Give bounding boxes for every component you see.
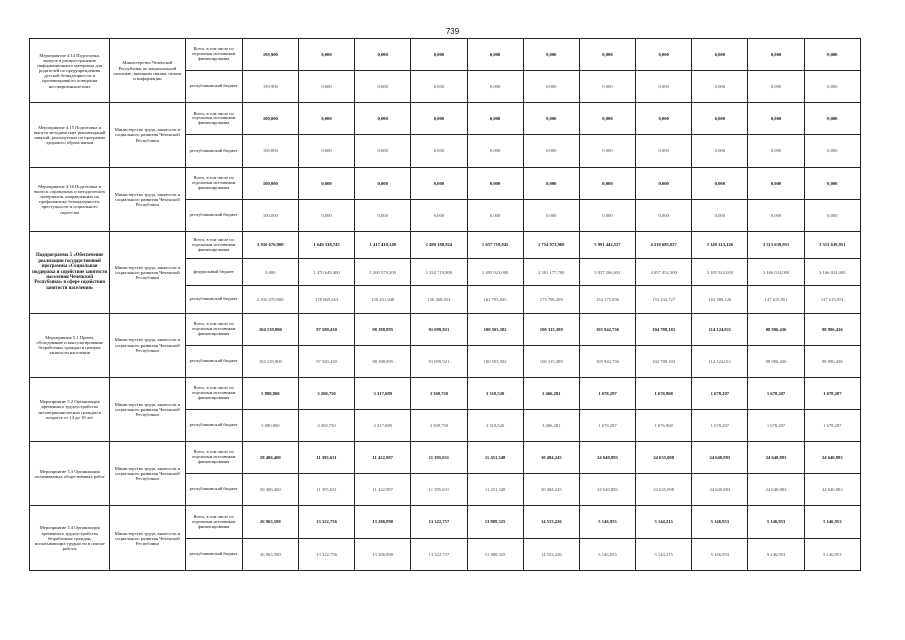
amount-cell: 199,900 <box>242 71 298 103</box>
amount-cell: 0,000 <box>692 71 748 103</box>
amount-cell: 0,000 <box>804 199 860 231</box>
table-row <box>30 231 861 258</box>
funding-source-cell: республиканский бюджет <box>185 135 242 167</box>
amount-cell: 13 888,325 <box>467 506 523 538</box>
amount-cell: 26 965,500 <box>242 506 298 538</box>
amount-cell: 5 146,953 <box>692 538 748 570</box>
amount-cell: 3 269,750 <box>298 410 354 442</box>
amount-cell: 3 313 639,951 <box>748 231 804 258</box>
executor-cell: Министерство труда, занятости и социального развития Чеченской Республики <box>110 103 185 167</box>
amount-cell: 98 188,895 <box>355 313 411 345</box>
amount-cell: 104 788,183 <box>636 313 692 345</box>
amount-cell: 97 580,430 <box>298 345 354 377</box>
amount-cell: 100 503,582 <box>467 313 523 345</box>
amount-cell: 11 395,631 <box>411 442 467 474</box>
amount-cell: 0,000 <box>579 135 635 167</box>
amount-cell: 11 451,348 <box>467 474 523 506</box>
funding-source-cell: Всего, в том числе по отдельным источникам финансирования <box>185 313 242 345</box>
amount-cell: 0,000 <box>523 135 579 167</box>
measure-name-cell: Мероприятие 5.3 Организация оплачиваемых общественных работ <box>30 442 110 506</box>
amount-cell: 4 210 685,027 <box>636 231 692 258</box>
amount-cell: 4 057 452,300 <box>636 259 692 286</box>
amount-cell: 24 640,883 <box>748 474 804 506</box>
amount-cell: 24 640,883 <box>579 442 635 474</box>
amount-cell: 0,000 <box>748 135 804 167</box>
measure-name-cell: Мероприятие 4.15 Подготовка и выпуск методических рекомендаций занятий, реализуемых по программе здорового образа жизни <box>30 103 110 167</box>
amount-cell: 1 678,207 <box>748 377 804 409</box>
amount-cell: 13 888,325 <box>467 538 523 570</box>
amount-cell: 3 166 024,000 <box>748 259 804 286</box>
amount-cell: 105 942,736 <box>579 313 635 345</box>
executor-cell: Министерство труда, занятости и социального развития Чеченской Республики <box>110 442 185 506</box>
amount-cell: 0,000 <box>467 199 523 231</box>
amount-cell: 1 678,207 <box>804 410 860 442</box>
amount-cell: 24 640,883 <box>692 474 748 506</box>
amount-cell: 13 322,756 <box>298 538 354 570</box>
amount-cell: 0,000 <box>411 199 467 231</box>
amount-cell: 5 144,215 <box>636 506 692 538</box>
table-row <box>30 313 861 345</box>
amount-cell: 3 466,281 <box>523 377 579 409</box>
amount-cell: 1 489 188,924 <box>411 231 467 258</box>
funding-source-cell: республиканский бюджет <box>185 410 242 442</box>
amount-cell: 5 146,953 <box>579 538 635 570</box>
amount-cell: 0,000 <box>298 167 354 199</box>
amount-cell: 100 503,582 <box>467 345 523 377</box>
amount-cell: 0,000 <box>692 199 748 231</box>
amount-cell: 26 965,500 <box>242 538 298 570</box>
amount-cell: 24 640,883 <box>579 474 635 506</box>
amount-cell: 0,000 <box>579 103 635 135</box>
amount-cell: 0,000 <box>804 71 860 103</box>
table-row <box>30 377 861 409</box>
amount-cell: 0,000 <box>636 103 692 135</box>
funding-source-cell: Всего, в том числе по отдельным источникам финансирования <box>185 103 242 135</box>
amount-cell: 0,000 <box>467 167 523 199</box>
amount-cell: 11 395,631 <box>298 442 354 474</box>
amount-cell: 114 124,011 <box>692 313 748 345</box>
funding-source-cell: Всего, в том числе по отдельным источникам финансирования <box>185 377 242 409</box>
measure-name-cell: Мероприятие 5.4 Организация временного трудоустройства безработных граждан, испытывающих трудности в поиске работы <box>30 506 110 571</box>
amount-cell: 0,000 <box>804 167 860 199</box>
amount-cell: 0,000 <box>523 103 579 135</box>
page-number: 739 <box>445 27 460 36</box>
executor-cell: Министерство труда, занятости и социального развития Чеченской Республики <box>110 313 185 377</box>
amount-cell: 153 232,727 <box>636 286 692 313</box>
amount-cell: 11 395,631 <box>411 474 467 506</box>
amount-cell: 0,000 <box>467 135 523 167</box>
amount-cell: 2 916 676,900 <box>242 231 298 258</box>
amount-cell: 104 139,800 <box>242 345 298 377</box>
amount-cell: 58 406,400 <box>242 474 298 506</box>
amount-cell: 0,000 <box>748 199 804 231</box>
funding-source-cell: Всего, в том числе по отдельным источникам финансирования <box>185 442 242 474</box>
amount-cell: 156 468,854 <box>411 286 467 313</box>
amount-cell: 1 649 318,743 <box>298 231 354 258</box>
amount-cell: 154 175,836 <box>579 286 635 313</box>
amount-cell: 5 144,215 <box>636 538 692 570</box>
amount-cell: 0,000 <box>523 199 579 231</box>
amount-cell: 14 553,226 <box>523 506 579 538</box>
amount-cell: 1 678,207 <box>748 410 804 442</box>
amount-cell: 3 269,750 <box>298 377 354 409</box>
amount-cell: 173 796,269 <box>523 286 579 313</box>
amount-cell: 3 185 924,000 <box>692 259 748 286</box>
amount-cell: 13 286,890 <box>355 538 411 570</box>
funding-source-cell: Всего, в том числе по отдельным источникам финансирования <box>185 506 242 538</box>
amount-cell: 147 615,951 <box>804 286 860 313</box>
table-row <box>30 442 861 474</box>
amount-cell: 0,000 <box>298 199 354 231</box>
amount-cell: 1 260 979,200 <box>355 259 411 286</box>
amount-cell: 1 495 923,000 <box>467 259 523 286</box>
amount-cell: 100,000 <box>242 199 298 231</box>
amount-cell: 0,000 <box>636 135 692 167</box>
amount-cell: 0,000 <box>298 39 354 71</box>
amount-cell: 5 146,953 <box>579 506 635 538</box>
amount-cell: 0,000 <box>355 199 411 231</box>
amount-cell: 0,000 <box>355 71 411 103</box>
amount-cell: 199,900 <box>242 39 298 71</box>
funding-source-cell: федеральный бюджет <box>185 259 242 286</box>
amount-cell: 0,000 <box>692 103 748 135</box>
amount-cell: 98 188,895 <box>355 345 411 377</box>
amount-cell: 3 317,689 <box>355 377 411 409</box>
amount-cell: 24 635,098 <box>636 442 692 474</box>
executor-cell: Министерство труда, занятости и социального развития Чеченской Республики <box>110 231 185 313</box>
table-row <box>30 167 861 199</box>
table-row <box>30 103 861 135</box>
amount-cell: 1 678,207 <box>692 410 748 442</box>
amount-cell: 0,000 <box>748 39 804 71</box>
amount-cell: 0,000 <box>804 39 860 71</box>
amount-cell: 98 996,436 <box>748 313 804 345</box>
amount-cell: 161 795,945 <box>467 286 523 313</box>
amount-cell: 1 417 410,148 <box>355 231 411 258</box>
amount-cell: 98 996,436 <box>804 345 860 377</box>
amount-cell: 0,000 <box>411 103 467 135</box>
amount-cell: 5 837 266,691 <box>579 259 635 286</box>
amount-cell: 0,000 <box>636 71 692 103</box>
amount-cell: 0,000 <box>298 103 354 135</box>
amount-cell: 100,000 <box>242 135 298 167</box>
amount-cell: 1 678,297 <box>579 410 635 442</box>
amount-cell: 114 124,011 <box>692 345 748 377</box>
funding-source-cell: Всего, в том числе по отдельным источникам финансирования <box>185 167 242 199</box>
executor-cell: Министерство труда, занятости и социального развития Чеченской Республики <box>110 506 185 571</box>
amount-cell: 0,000 <box>692 167 748 199</box>
amount-cell: 3 466,281 <box>523 410 579 442</box>
amount-cell: 5 146,953 <box>748 506 804 538</box>
amount-cell: 30 484,245 <box>523 474 579 506</box>
amount-cell: 5 880,800 <box>242 377 298 409</box>
amount-cell: 11 451,348 <box>467 442 523 474</box>
amount-cell: 0,000 <box>523 167 579 199</box>
amount-cell: 0,000 <box>636 39 692 71</box>
amount-cell: 0,000 <box>523 39 579 71</box>
amount-cell: 105 942,736 <box>579 345 635 377</box>
amount-cell: 0,000 <box>692 135 748 167</box>
amount-cell: 0,000 <box>748 167 804 199</box>
amount-cell: 0,000 <box>579 39 635 71</box>
amount-cell: 156 431,948 <box>355 286 411 313</box>
amount-cell: 24 640,883 <box>748 442 804 474</box>
amount-cell: 24 635,098 <box>636 474 692 506</box>
funding-source-cell: республиканский бюджет <box>185 538 242 570</box>
funding-source-cell: Всего, в том числе по отдельным источникам финансирования <box>185 39 242 71</box>
amount-cell: 104 139,800 <box>242 313 298 345</box>
funding-source-cell: республиканский бюджет <box>185 474 242 506</box>
amount-cell: 3 369,750 <box>411 410 467 442</box>
amount-cell: 0,000 <box>467 71 523 103</box>
amount-cell: 2 916 676,900 <box>242 286 298 313</box>
amount-cell: 0,000 <box>411 167 467 199</box>
amount-cell: 1 678,297 <box>579 377 635 409</box>
amount-cell: 2 754 973,969 <box>523 231 579 258</box>
executor-cell: Министерство труда, занятости и социального развития Чеченской Республики <box>110 377 185 441</box>
amount-cell: 0,000 <box>579 199 635 231</box>
funding-source-cell: республиканский бюджет <box>185 199 242 231</box>
amount-cell: 14 553,226 <box>523 538 579 570</box>
amount-cell: 0,000 <box>523 71 579 103</box>
measure-name-cell: Подпрограмма 5 «Обеспечение реализации государственной программы «Социальная поддержка и содействие занятости населения Чеченской Республики» в сфере содействия занятости населения» <box>30 231 110 313</box>
measure-name-cell: Мероприятие 5.1 Прием, обследование и консультирование безработных граждан в центрах занятости населения <box>30 313 110 377</box>
amount-cell: 30 484,245 <box>523 442 579 474</box>
amount-cell: 0,000 <box>411 39 467 71</box>
amount-cell: 0,000 <box>579 71 635 103</box>
amount-cell: 5 146,953 <box>804 506 860 538</box>
amount-cell: 0,000 <box>748 71 804 103</box>
funding-source-cell: республиканский бюджет <box>185 71 242 103</box>
amount-cell: 97 580,430 <box>298 313 354 345</box>
amount-cell: 0,000 <box>804 135 860 167</box>
amount-cell: 11 422,987 <box>355 442 411 474</box>
amount-cell: 98 996,436 <box>804 313 860 345</box>
amount-cell: 0,000 <box>411 71 467 103</box>
amount-cell: 3 369,750 <box>411 377 467 409</box>
amount-cell: 100,000 <box>242 167 298 199</box>
amount-cell: 3 317,689 <box>355 410 411 442</box>
amount-cell: 0,000 <box>636 167 692 199</box>
amount-cell: 147 615,951 <box>748 286 804 313</box>
measure-name-cell: Мероприятие 4.16 Подготовка и выпуск справочных и методических материалов, направленных на профилактику безнадзорности, преступности и социального сиротства <box>30 167 110 231</box>
amount-cell: 58 406,400 <box>242 442 298 474</box>
amount-cell: 3 166 024,000 <box>804 259 860 286</box>
amount-cell: 3 318,520 <box>467 377 523 409</box>
amount-cell: 1 676,968 <box>636 410 692 442</box>
amount-cell: 13 286,890 <box>355 506 411 538</box>
table-row <box>30 39 861 71</box>
amount-cell: 0,000 <box>355 167 411 199</box>
amount-cell: 0,000 <box>355 39 411 71</box>
amount-cell: 3 349 313,126 <box>692 231 748 258</box>
amount-cell: 0,000 <box>411 135 467 167</box>
amount-cell: 5 146,953 <box>748 538 804 570</box>
amount-cell: 13 322,756 <box>298 506 354 538</box>
funding-source-cell: Всего, в том числе по отдельным источникам финансирования <box>185 231 242 258</box>
amount-cell: 178 669,343 <box>298 286 354 313</box>
amount-cell: 0,000 <box>579 167 635 199</box>
amount-cell: 163 389,126 <box>692 286 748 313</box>
amount-cell: 0,000 <box>467 39 523 71</box>
amount-cell: 0,000 <box>355 135 411 167</box>
amount-cell: 0,000 <box>636 199 692 231</box>
amount-cell: 24 640,883 <box>692 442 748 474</box>
amount-cell: 11 395,631 <box>298 474 354 506</box>
amount-cell: 13 322,757 <box>411 538 467 570</box>
amount-cell: 98 996,436 <box>748 345 804 377</box>
executor-cell: Министерство труда, занятости и социального развития Чеченской Республики <box>110 167 185 231</box>
amount-cell: 0,000 <box>804 103 860 135</box>
amount-cell: 3 318,520 <box>467 410 523 442</box>
amount-cell: 104 788,183 <box>636 345 692 377</box>
amount-cell: 5 991 442,527 <box>579 231 635 258</box>
amount-cell: 24 640,883 <box>804 442 860 474</box>
table-row <box>30 506 861 538</box>
amount-cell: 100 315,389 <box>523 313 579 345</box>
amount-cell: 1 676,968 <box>636 377 692 409</box>
amount-cell: 100,000 <box>242 103 298 135</box>
amount-cell: 2 581 177,700 <box>523 259 579 286</box>
measure-name-cell: Мероприятие 5.2 Организация временного трудоустройства несовершеннолетних граждан в возрасте от 14 до 18 лет <box>30 377 110 441</box>
amount-cell: 0,000 <box>242 259 298 286</box>
amount-cell: 5 880,800 <box>242 410 298 442</box>
amount-cell: 11 422,987 <box>355 474 411 506</box>
amount-cell: 5 146,953 <box>692 506 748 538</box>
funding-source-cell: республиканский бюджет <box>185 286 242 313</box>
amount-cell: 5 146,953 <box>804 538 860 570</box>
amount-cell: 1 332 719,800 <box>411 259 467 286</box>
amount-cell: 100 315,389 <box>523 345 579 377</box>
executor-cell: Министерство Чеченской Республики по национальной политике, внешним связям, печати и информации <box>110 39 185 103</box>
amount-cell: 13 322,757 <box>411 506 467 538</box>
amount-cell: 0,000 <box>692 39 748 71</box>
funding-source-cell: республиканский бюджет <box>185 345 242 377</box>
amount-cell: 1 678,207 <box>692 377 748 409</box>
amount-cell: 24 640,883 <box>804 474 860 506</box>
measure-name-cell: Мероприятие 4.14 Подготовка, выпуск и распространение информационного материала для родителей по предупреждению детской безнадзорности и противоправного поведения несовершеннолетних <box>30 39 110 103</box>
amount-cell: 0,000 <box>467 103 523 135</box>
program-financing-table <box>29 38 861 571</box>
amount-cell: 0,000 <box>355 103 411 135</box>
amount-cell: 0,000 <box>298 71 354 103</box>
amount-cell: 1 470 649,400 <box>298 259 354 286</box>
amount-cell: 0,000 <box>748 103 804 135</box>
amount-cell: 3 313 639,951 <box>804 231 860 258</box>
amount-cell: 1 678,207 <box>804 377 860 409</box>
amount-cell: 91 099,921 <box>411 345 467 377</box>
amount-cell: 0,000 <box>298 135 354 167</box>
amount-cell: 1 657 718,945 <box>467 231 523 258</box>
amount-cell: 91 099,921 <box>411 313 467 345</box>
